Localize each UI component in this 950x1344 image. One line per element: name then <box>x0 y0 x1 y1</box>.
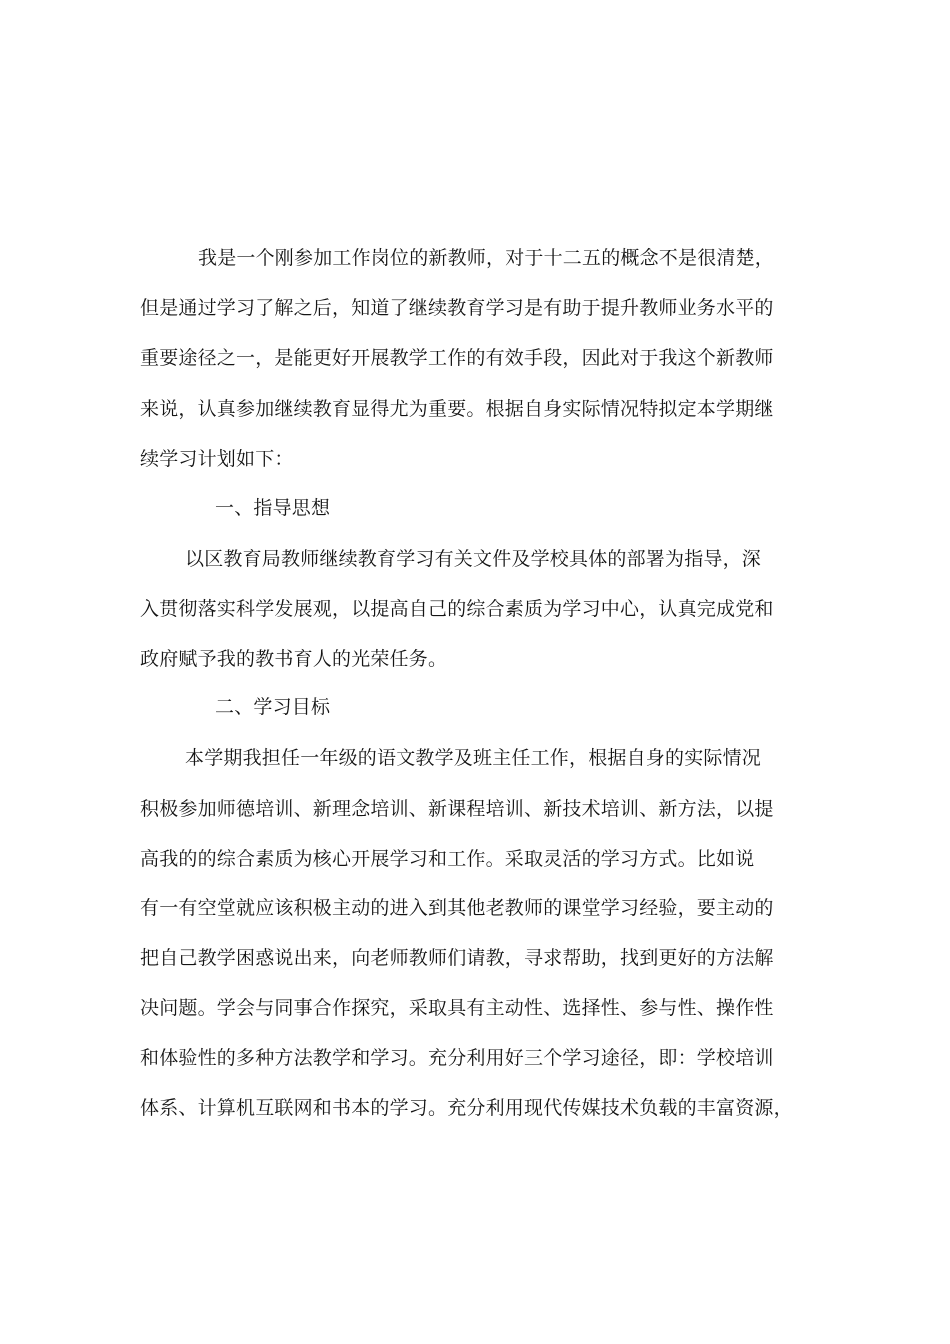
paragraph-3-line-8: 体系、计算机互联网和书本的学习。充分利用现代传媒技术负载的丰富资源， <box>140 1097 793 1119</box>
paragraph-1-line-1: 我是一个刚参加工作岗位的新教师，对于十二五的概念不是很清楚， <box>198 247 775 269</box>
paragraph-1-line-2: 但是通过学习了解之后，知道了继续教育学习是有助于提升教师业务水平的 <box>140 297 774 319</box>
paragraph-2-line-2: 入贯彻落实科学发展观，以提高自己的综合素质为学习中心，认真完成党和 <box>140 598 774 620</box>
section-heading-guiding-thought: 一、指导思想 <box>215 497 331 519</box>
paragraph-1-line-3: 重要途径之一，是能更好开展教学工作的有效手段，因此对于我这个新教师 <box>140 347 774 369</box>
paragraph-3-line-5: 把自己教学困惑说出来，向老师教师们请教，寻求帮助，找到更好的方法解 <box>140 947 774 969</box>
paragraph-3-line-1: 本学期我担任一年级的语文教学及班主任工作，根据自身的实际情况 <box>185 747 762 769</box>
paragraph-3-line-7: 和体验性的多种方法教学和学习。充分利用好三个学习途径，即：学校培训 <box>140 1047 774 1069</box>
paragraph-2-line-3: 政府赋予我的教书育人的光荣任务。 <box>140 648 448 670</box>
paragraph-1-line-5: 续学习计划如下： <box>140 448 294 470</box>
paragraph-3-line-4: 有一有空堂就应该积极主动的进入到其他老教师的课堂学习经验，要主动的 <box>140 897 774 919</box>
paragraph-3-line-6: 决问题。学会与同事合作探究，采取具有主动性、选择性、参与性、操作性 <box>140 997 774 1019</box>
section-heading-learning-goals: 二、学习目标 <box>215 696 331 718</box>
paragraph-3-line-2: 积极参加师德培训、新理念培训、新课程培训、新技术培训、新方法，以提 <box>140 798 774 820</box>
paragraph-3-line-3: 高我的的综合素质为核心开展学习和工作。采取灵活的学习方式。比如说 <box>140 848 755 870</box>
paragraph-2-line-1: 以区教育局教师继续教育学习有关文件及学校具体的部署为指导，深 <box>185 548 762 570</box>
paragraph-1-line-4: 来说，认真参加继续教育显得尤为重要。根据自身实际情况特拟定本学期继 <box>140 398 774 420</box>
